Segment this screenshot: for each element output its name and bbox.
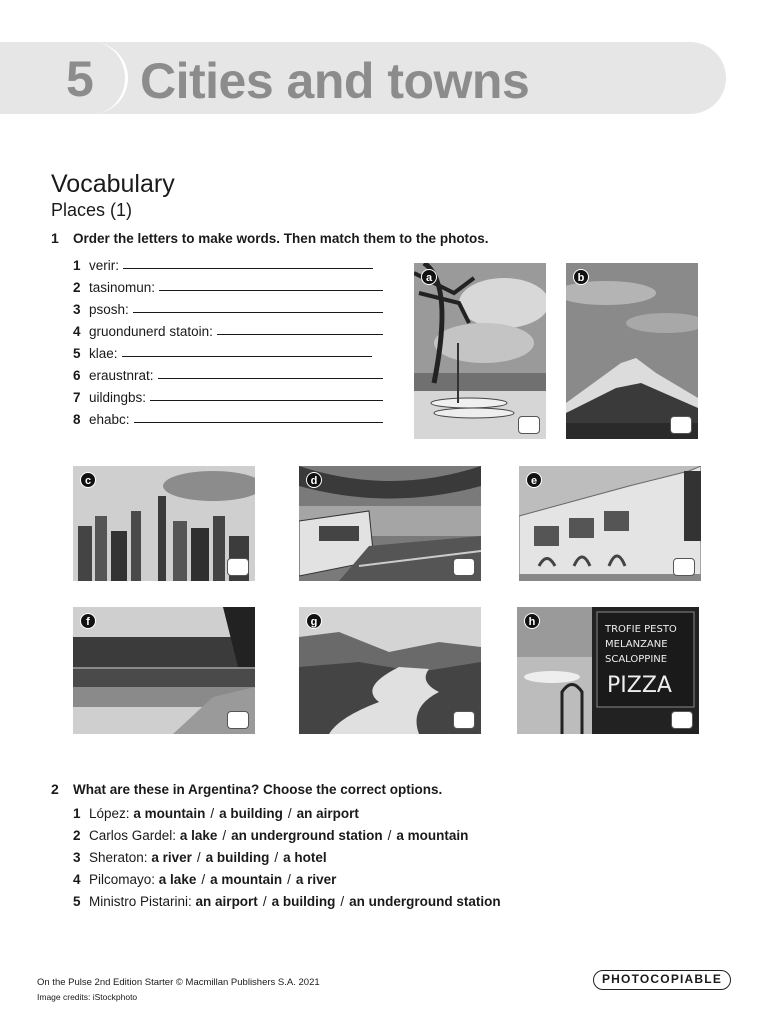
photo-b [566, 263, 698, 439]
exercise-1-items [73, 251, 383, 427]
list-item: 2 Carlos Gardel: a lake / an underground station / a mountain [73, 827, 469, 843]
answer-line[interactable] [158, 378, 383, 379]
option[interactable]: an underground station [231, 827, 383, 843]
list-item: 8 ehabc: [73, 405, 383, 427]
answer-line[interactable] [123, 268, 373, 269]
footer-copyright: On the Pulse 2nd Edition Starter © Macmillan Publishers S.A. 2021 [37, 977, 320, 988]
photocopiable-badge: PHOTOCOPIABLE [593, 970, 731, 990]
option[interactable]: a river [151, 849, 192, 865]
answer-box[interactable] [227, 558, 249, 576]
answer-box[interactable] [453, 558, 475, 576]
option[interactable]: an airport [296, 805, 359, 821]
photo-letter: h [524, 613, 540, 629]
answer-box[interactable] [227, 711, 249, 729]
photo-e [519, 466, 701, 581]
answer-line[interactable] [134, 422, 383, 423]
answer-box[interactable] [453, 711, 475, 729]
list-item: 3 Sheraton: a river / a building / a hotel [73, 849, 327, 865]
svg-text:SCALOPPINE: SCALOPPINE [605, 654, 668, 665]
answer-line[interactable] [159, 290, 383, 291]
list-item: 1 López: a mountain / a building / an airport [73, 805, 359, 821]
unit-number: 5 [66, 51, 94, 107]
footer-credits: Image credits: iStockphoto [37, 992, 138, 1002]
option[interactable]: a hotel [283, 849, 327, 865]
list-item: 5 klae: [73, 339, 383, 361]
photo-g [299, 607, 481, 734]
exercise-1-instruction: Order the letters to make words. Then match them to the photos. [73, 231, 489, 246]
option[interactable]: an underground station [349, 893, 501, 909]
svg-text:MELANZANE: MELANZANE [605, 639, 668, 650]
section-subtitle: Places (1) [51, 200, 133, 220]
photo-f [73, 607, 255, 734]
answer-box[interactable] [518, 416, 540, 434]
list-item: 5 Ministro Pistarini: an airport / a building / an underground station [73, 893, 501, 909]
option[interactable]: an airport [195, 893, 258, 909]
list-item: 6 eraustnrat: [73, 361, 383, 383]
photo-letter: f [80, 613, 96, 629]
option[interactable]: a building [271, 893, 336, 909]
list-item: 2 tasinomun: [73, 273, 383, 295]
answer-box[interactable] [670, 416, 692, 434]
exercise-2-instruction: What are these in Argentina? Choose the correct options. [73, 782, 443, 797]
photo-letter: a [421, 269, 437, 285]
photo-letter: c [80, 472, 96, 488]
answer-line[interactable] [133, 312, 383, 313]
list-item: 4 gruondunerd statoin: [73, 317, 383, 339]
exercise-2-number: 2 [51, 781, 59, 797]
answer-line[interactable] [217, 334, 383, 335]
section-title: Vocabulary [51, 170, 175, 198]
beach-icon [414, 263, 546, 439]
list-item: 1 verir: [73, 251, 383, 273]
option[interactable]: a mountain [210, 871, 283, 887]
photo-letter: e [526, 472, 542, 488]
photo-d [299, 466, 481, 581]
option[interactable]: a lake [179, 827, 218, 843]
photo-c [73, 466, 255, 581]
option[interactable]: a building [219, 805, 283, 821]
list-item: 7 uildingbs: [73, 383, 383, 405]
option[interactable]: a building [205, 849, 270, 865]
list-item: 3 psosh: [73, 295, 383, 317]
answer-line[interactable] [122, 356, 372, 357]
unit-tab [0, 42, 128, 114]
photo-h [517, 607, 699, 734]
option[interactable]: a mountain [133, 805, 206, 821]
exercise-2-items [73, 802, 501, 912]
photo-letter: d [306, 472, 322, 488]
photo-letter: b [573, 269, 589, 285]
answer-box[interactable] [671, 711, 693, 729]
option[interactable]: a lake [158, 871, 197, 887]
answer-box[interactable] [673, 558, 695, 576]
mountain-icon [566, 263, 698, 439]
option[interactable]: a river [295, 871, 337, 887]
photo-letter: g [306, 613, 322, 629]
list-item: 4 Pilcomayo: a lake / a mountain / a river [73, 871, 337, 887]
svg-text:PIZZA: PIZZA [607, 673, 672, 698]
svg-text:TROFIE PESTO: TROFIE PESTO [605, 624, 677, 635]
option[interactable]: a mountain [396, 827, 469, 843]
answer-line[interactable] [150, 400, 383, 401]
photo-a [414, 263, 546, 439]
exercise-1-number: 1 [51, 230, 59, 246]
unit-title: Cities and towns [140, 53, 530, 109]
